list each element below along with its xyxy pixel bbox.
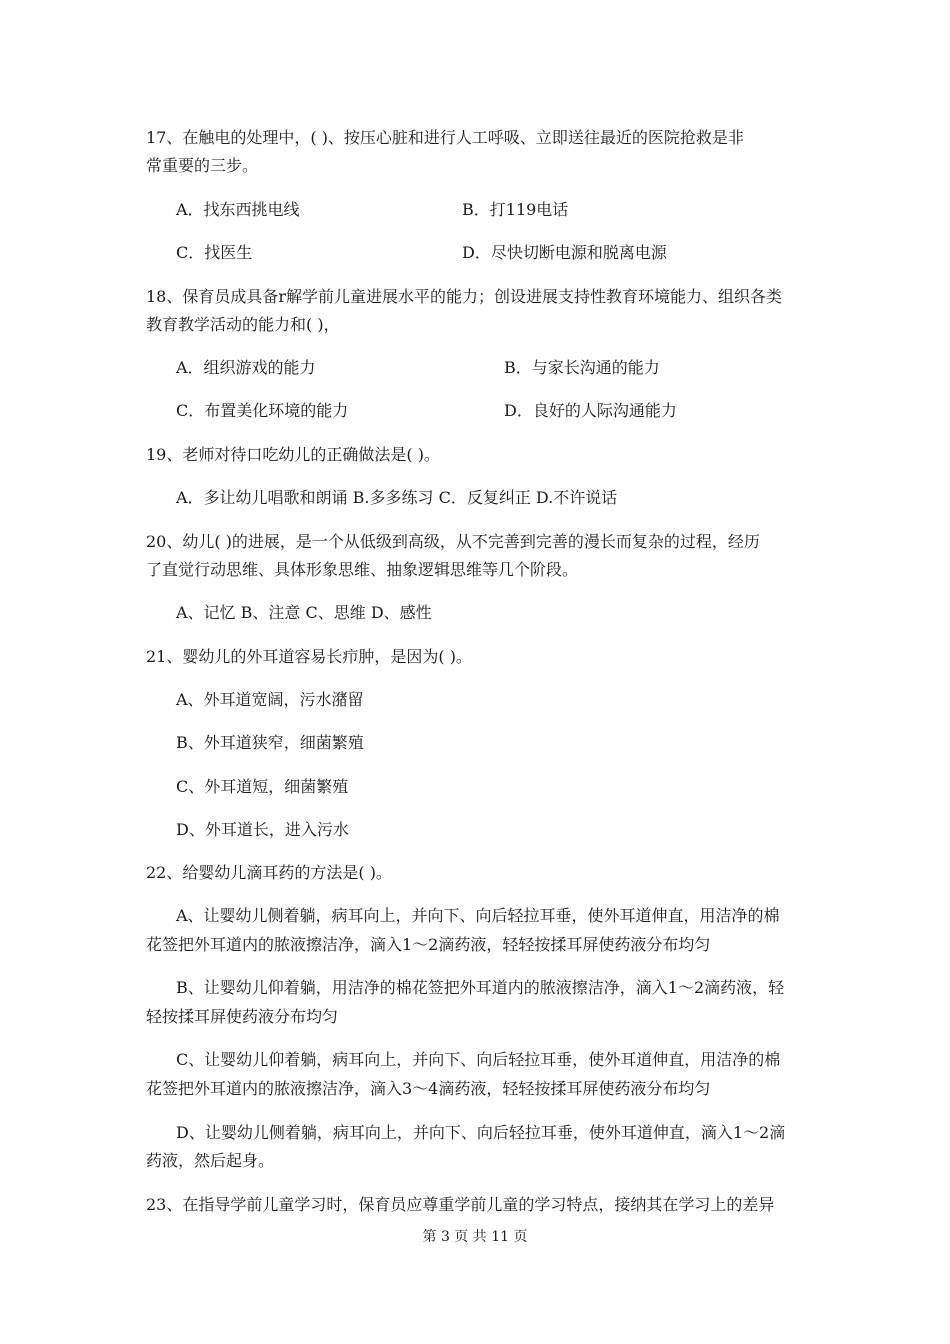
q20-options: A、记忆 B、注意 C、思维 D、感性 <box>176 603 432 622</box>
q22-option-b-line2: 轻按揉耳屏使药液分布均匀 <box>146 1007 339 1026</box>
q21-option-a: A、外耳道宽阔，污水潴留 <box>176 690 364 709</box>
q21-option-b: B、外耳道狭窄，细菌繁殖 <box>176 733 364 752</box>
q17-option-a: A．找东西挑电线 <box>176 200 300 219</box>
q20-stem-line1: 20、幼儿( )的进展，是一个从低级到高级，从不完善到完善的漫长而复杂的过程，经历 <box>146 532 760 551</box>
q18-stem-line1: 18、保育员成具备r解学前儿童进展水平的能力；创设进展支持性教育环境能力、组织各类 <box>146 287 783 306</box>
q18-option-d: D．良好的人际沟通能力 <box>504 401 677 420</box>
q22-option-c-line1: C、让婴幼儿仰着躺，病耳向上，并向下、向后轻拉耳垂，使外耳道伸直，用洁净的棉 <box>176 1050 781 1069</box>
q21-stem: 21、婴幼儿的外耳道容易长疖肿，是因为( )。 <box>146 647 472 666</box>
q22-option-a-line1: A、让婴幼儿侧着躺，病耳向上，并向下、向后轻拉耳垂，使外耳道伸直，用洁净的棉 <box>176 906 780 925</box>
q22-option-d-line2: 药液，然后起身。 <box>146 1151 275 1170</box>
q18-stem-line2: 教育教学活动的能力和( )， <box>146 315 340 334</box>
q18-option-b: B．与家长沟通的能力 <box>504 358 660 377</box>
q17-option-d: D．尽快切断电源和脱离电源 <box>462 243 667 262</box>
q17-stem-line1: 17、在触电的处理中，( )、按压心脏和进行人工呼吸、立即送往最近的医院抢救是非 <box>146 128 744 147</box>
q18-option-a: A．组织游戏的能力 <box>176 358 316 377</box>
q19-stem: 19、老师对待口吃幼儿的正确做法是( )。 <box>146 445 440 464</box>
q23-stem-line1: 23、在指导学前儿童学习时，保育员应尊重学前儿童的学习特点，接纳其在学习上的差异 <box>146 1195 775 1214</box>
q17-option-c: C．找医生 <box>176 243 253 262</box>
q17-stem-line2: 常重要的三步。 <box>146 156 259 175</box>
q19-options: A．多让幼儿唱歌和朗诵 B.多多练习 C．反复纠正 D.不许说话 <box>176 488 618 507</box>
q22-option-b-line1: B、让婴幼儿仰着躺，用洁净的棉花签把外耳道内的脓液擦洁净，滴入1～2滴药液，轻 <box>176 978 785 997</box>
q21-option-d: D、外耳道长，进入污水 <box>176 820 349 839</box>
q17-option-b: B．打119电话 <box>462 200 569 219</box>
q22-option-c-line2: 花签把外耳道内的脓液擦洁净，滴入3～4滴药液，轻轻按揉耳屏使药液分布均匀 <box>146 1079 711 1098</box>
q21-option-c: C、外耳道短，细菌繁殖 <box>176 777 349 796</box>
q22-option-a-line2: 花签把外耳道内的脓液擦洁净，滴入1～2滴药液，轻轻按揉耳屏使药液分布均匀 <box>146 935 711 954</box>
q20-stem-line2: 了直觉行动思维、具体形象思维、抽象逻辑思维等几个阶段。 <box>146 560 579 579</box>
page-footer: 第 3 页 共 11 页 <box>422 1229 528 1245</box>
q22-option-d-line1: D、让婴幼儿侧着躺，病耳向上，并向下、向后轻拉耳垂，使外耳道伸直，滴入1～2滴 <box>176 1123 786 1142</box>
q18-option-c: C．布置美化环境的能力 <box>176 401 349 420</box>
q22-stem: 22、给婴幼儿滴耳药的方法是( )。 <box>146 863 392 882</box>
